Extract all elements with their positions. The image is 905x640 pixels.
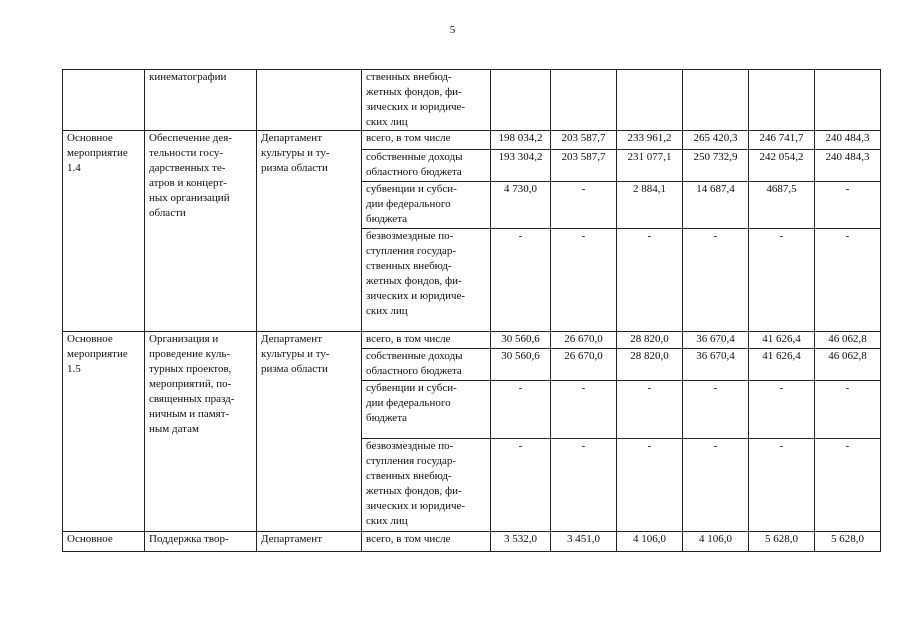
funding-source-cell: субвенции и субси- дии федерального бюджета [362,182,491,229]
executor-cell: Департамент культуры и ту- ризма области [257,332,362,532]
executor-cell: Департамент [257,532,362,552]
value-cell: 203 587,7 [551,150,617,182]
value-cell: 28 820,0 [617,332,683,349]
table-row-continuation [63,70,881,131]
value-cell: 14 687,4 [683,182,749,229]
funding-source-cell: безвозмездные по- ступления государ- ственных внебюд- жетных фондов, фи- зических и юридиче- ских лиц [362,229,491,332]
measure-cell: Основное мероприятие 1.5 [63,332,145,532]
value-cell: - [749,381,815,439]
value-cell: 30 560,6 [491,332,551,349]
value-cell: - [551,439,617,532]
value-cell: - [683,229,749,332]
value-cell: 4 730,0 [491,182,551,229]
value-cell: 4 106,0 [617,532,683,552]
table-row-next-measure [63,532,881,552]
value-cell [815,70,881,131]
value-cell [491,70,551,131]
executor-cell [257,70,362,131]
value-cell: 3 532,0 [491,532,551,552]
measure-name-cell: Обеспечение дея- тельности госу- дарственных те- атров и концерт- ных организаций области [145,131,257,332]
value-cell: 198 034,2 [491,131,551,150]
value-cell: 242 054,2 [749,150,815,182]
value-cell: 193 304,2 [491,150,551,182]
value-cell: 203 587,7 [551,131,617,150]
value-cell: 36 670,4 [683,349,749,381]
value-cell: 4687,5 [749,182,815,229]
value-cell: - [551,381,617,439]
measure-name-cell: Организация и проведение куль- турных проектов, мероприятий, по- священных празд- ничным и памят- ным датам [145,332,257,532]
value-cell: 233 961,2 [617,131,683,150]
value-cell: 5 628,0 [749,532,815,552]
funding-source-cell: всего, в том числе [362,332,491,349]
page-number: 5 [449,24,456,36]
value-cell: 46 062,8 [815,349,881,381]
value-cell: - [815,182,881,229]
value-cell [749,70,815,131]
value-cell: - [815,381,881,439]
value-cell: 26 670,0 [551,349,617,381]
value-cell: - [815,439,881,532]
value-cell: 26 670,0 [551,332,617,349]
value-cell: 3 451,0 [551,532,617,552]
funding-source-cell: безвозмездные по- ступления государ- ственных внебюд- жетных фондов, фи- зических и юридиче- ских лиц [362,439,491,532]
value-cell: 265 420,3 [683,131,749,150]
value-cell: - [491,439,551,532]
value-cell: 28 820,0 [617,349,683,381]
funding-source-cell: собственные доходы областного бюджета [362,349,491,381]
value-cell [551,70,617,131]
measure-cell [63,70,145,131]
value-cell: 231 077,1 [617,150,683,182]
value-cell: 41 626,4 [749,332,815,349]
funding-source-cell: ственных внебюд- жетных фондов, фи- зических и юридиче- ских лиц [362,70,491,131]
value-cell: - [815,229,881,332]
value-cell: - [491,381,551,439]
funding-source-cell: субвенции и субси- дии федерального бюджета [362,381,491,439]
measure-cell: Основное [63,532,145,552]
funding-source-cell: собственные доходы областного бюджета [362,150,491,182]
value-cell: - [617,229,683,332]
value-cell: - [491,229,551,332]
value-cell: 246 741,7 [749,131,815,150]
value-cell: - [617,439,683,532]
value-cell: 240 484,3 [815,150,881,182]
measure-name-cell: Поддержка твор- [145,532,257,552]
value-cell [617,70,683,131]
measure-cell: Основное мероприятие 1.4 [63,131,145,332]
value-cell: 36 670,4 [683,332,749,349]
value-cell: 30 560,6 [491,349,551,381]
value-cell: 46 062,8 [815,332,881,349]
executor-cell: Департамент культуры и ту- ризма области [257,131,362,332]
measure-name-cell: кинематографии [145,70,257,131]
value-cell: 250 732,9 [683,150,749,182]
value-cell: - [683,381,749,439]
value-cell: - [551,229,617,332]
value-cell: - [749,439,815,532]
value-cell: 4 106,0 [683,532,749,552]
value-cell: 2 884,1 [617,182,683,229]
value-cell: 41 626,4 [749,349,815,381]
value-cell: - [683,439,749,532]
value-cell [683,70,749,131]
value-cell: - [551,182,617,229]
table-row-measure-1-4-total [63,131,881,150]
budget-table [62,69,881,552]
funding-source-cell: всего, в том числе [362,131,491,150]
value-cell: - [749,229,815,332]
table-row-measure-1-5-total [63,332,881,349]
value-cell: - [617,381,683,439]
funding-source-cell: всего, в том числе [362,532,491,552]
value-cell: 5 628,0 [815,532,881,552]
value-cell: 240 484,3 [815,131,881,150]
